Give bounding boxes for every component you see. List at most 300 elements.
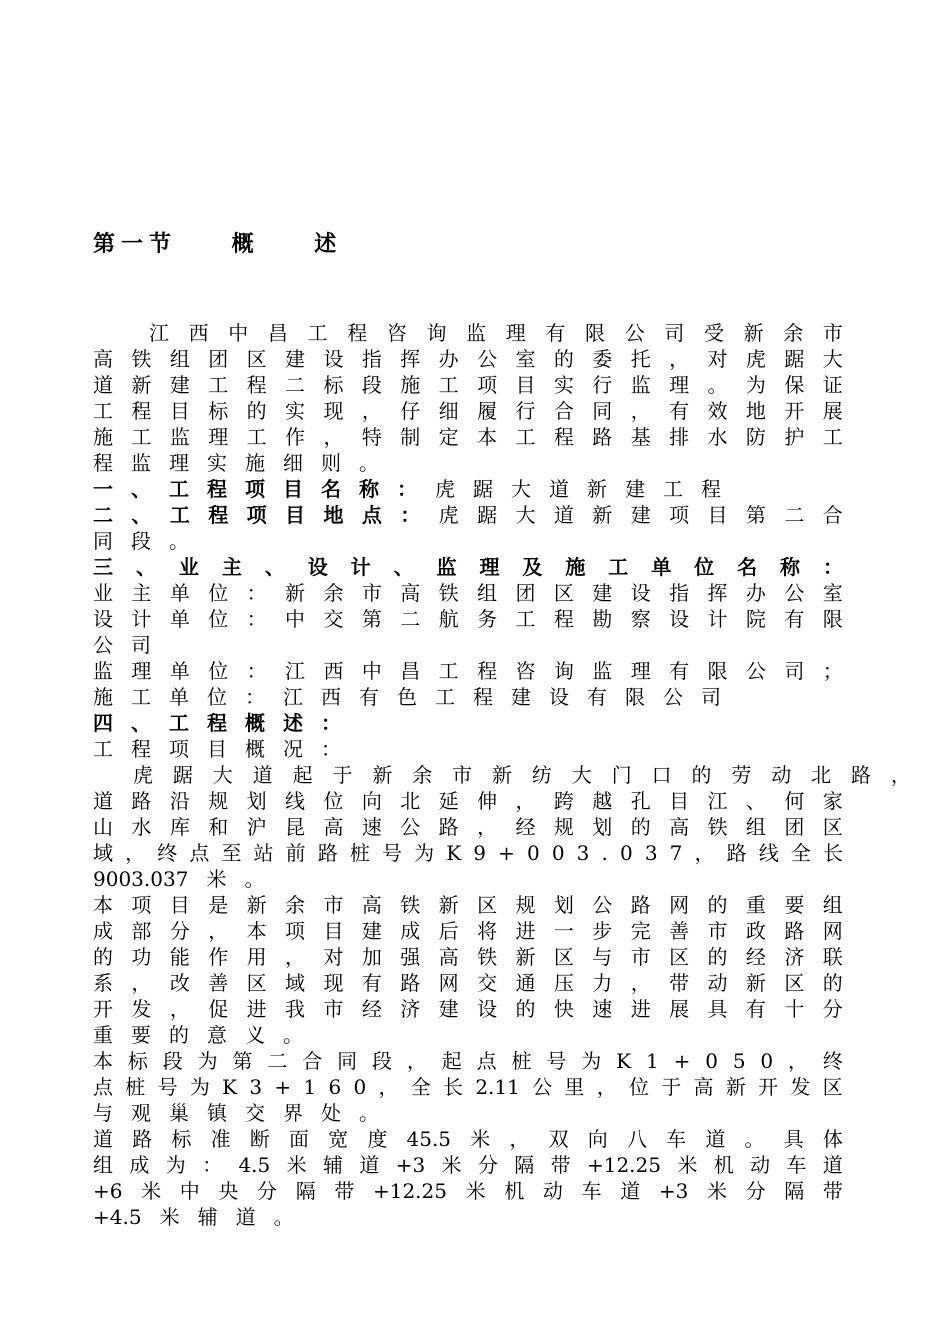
text-glyph: 咨 xyxy=(515,659,536,683)
text-glyph: 标 xyxy=(127,1049,148,1073)
text-glyph: 江 xyxy=(149,321,169,345)
text-glyph: 北 xyxy=(811,763,832,787)
text-glyph: 展 xyxy=(669,997,690,1021)
text-glyph: 市 xyxy=(361,581,382,605)
text-glyph: 基 xyxy=(630,425,651,449)
text-glyph: 宽 xyxy=(328,1127,349,1151)
text-glyph: 设 xyxy=(323,347,344,371)
text-glyph: ： xyxy=(397,477,417,501)
text-glyph: 余 xyxy=(783,321,804,345)
text-glyph: ， xyxy=(406,1049,427,1073)
text-glyph: 踞 xyxy=(172,763,193,787)
text-glyph: 挥 xyxy=(707,581,728,605)
text-glyph: 0 xyxy=(526,841,540,865)
text-glyph: 路 xyxy=(630,893,651,917)
text-glyph: ， xyxy=(890,763,911,787)
text-glyph: 铁 xyxy=(477,945,498,969)
text-glyph: +12.25 xyxy=(372,1179,447,1203)
text-glyph: 制 xyxy=(400,425,421,449)
text-glyph: 设 xyxy=(669,607,690,631)
text-glyph: 限 xyxy=(625,685,645,709)
text-glyph: 部 xyxy=(131,919,152,943)
text-glyph: 3 xyxy=(644,841,658,865)
text-glyph: 标 xyxy=(208,399,229,423)
text-glyph: 业 xyxy=(93,581,113,605)
text-glyph: 长 xyxy=(822,841,843,865)
text-glyph: 要 xyxy=(131,1023,151,1047)
text-glyph: 延 xyxy=(438,789,459,813)
text-glyph: ， xyxy=(788,1049,809,1073)
text-glyph: 路 xyxy=(131,789,152,813)
text-glyph: 市 xyxy=(323,893,344,917)
text-glyph: 辅 xyxy=(197,1205,218,1229)
text-glyph: 为 xyxy=(745,373,766,397)
text-glyph: 公 xyxy=(477,347,498,371)
text-glyph: 高 xyxy=(693,1075,714,1099)
text-glyph: 团 xyxy=(208,347,229,371)
text-glyph: 效 xyxy=(707,399,728,423)
text-glyph: 米 xyxy=(677,1153,698,1177)
text-glyph: 工 xyxy=(93,737,113,761)
text-glyph: 西 xyxy=(188,321,209,345)
text-glyph: 将 xyxy=(477,919,498,943)
text-glyph: 本 xyxy=(477,425,498,449)
text-glyph: 有 xyxy=(745,997,766,1021)
text-glyph: 新 xyxy=(592,503,613,527)
text-glyph: 后 xyxy=(438,919,459,943)
text-glyph: 有 xyxy=(784,607,805,631)
text-glyph: 称 xyxy=(780,555,800,579)
text-glyph: 长 xyxy=(443,1075,464,1099)
text-glyph: 步 xyxy=(592,919,613,943)
text-glyph: 交 xyxy=(477,971,498,995)
text-glyph: 1 xyxy=(303,1075,317,1099)
text-glyph: 规 xyxy=(553,815,574,839)
text-glyph: 护 xyxy=(784,425,805,449)
text-glyph: 经 xyxy=(361,997,382,1021)
text-glyph: 分 xyxy=(169,919,190,943)
text-glyph: 江 xyxy=(283,685,303,709)
text-glyph: 至 xyxy=(221,841,242,865)
text-line xyxy=(93,1126,843,1152)
text-glyph: 点 xyxy=(476,1049,497,1073)
text-glyph: 米 xyxy=(470,1127,491,1151)
text-glyph: 的 xyxy=(822,971,843,995)
text-glyph: 大 xyxy=(511,477,531,501)
text-glyph: 号 xyxy=(381,841,402,865)
text-line xyxy=(93,502,843,528)
text-glyph: 二 xyxy=(285,373,306,397)
text-glyph: 3 xyxy=(249,1075,263,1099)
text-glyph: 。 xyxy=(169,529,189,553)
text-glyph: 指 xyxy=(669,581,690,605)
text-line xyxy=(93,606,843,632)
text-glyph: 点 xyxy=(93,1075,113,1099)
text-glyph: 为 xyxy=(189,1075,210,1099)
text-line xyxy=(93,840,843,866)
text-glyph: +6 xyxy=(93,1179,123,1203)
text-glyph: 团 xyxy=(784,815,805,839)
text-glyph: ， xyxy=(169,997,190,1021)
text-glyph: 速 xyxy=(361,815,382,839)
text-glyph: 改 xyxy=(169,971,190,995)
text-glyph: ： xyxy=(246,659,267,683)
text-glyph: 高 xyxy=(400,581,421,605)
text-glyph: 司 xyxy=(784,659,805,683)
text-glyph: 与 xyxy=(93,1101,113,1125)
text-glyph: 孔 xyxy=(630,789,651,813)
text-glyph: 北 xyxy=(400,789,421,813)
text-line xyxy=(93,554,843,580)
text-glyph: 受 xyxy=(703,321,724,345)
text-glyph: 6 xyxy=(328,1075,342,1099)
text-glyph: 监 xyxy=(169,425,190,449)
text-glyph: 公 xyxy=(400,815,421,839)
text-glyph: 概 xyxy=(245,737,265,761)
text-glyph: 理 xyxy=(169,451,189,475)
text-glyph: 市 xyxy=(630,945,651,969)
text-line xyxy=(93,970,843,996)
text-glyph: 开 xyxy=(758,1075,779,1099)
text-glyph: 项 xyxy=(477,373,498,397)
text-glyph: 建 xyxy=(361,919,382,943)
text-glyph: 号 xyxy=(546,1049,567,1073)
text-glyph: 单 xyxy=(169,607,190,631)
text-glyph: 工 xyxy=(663,477,683,501)
text-glyph: 。 xyxy=(244,867,265,891)
text-glyph: 力 xyxy=(592,971,613,995)
text-glyph: ： xyxy=(822,555,843,579)
text-glyph: 工 xyxy=(131,425,152,449)
text-glyph: 程 xyxy=(473,685,493,709)
text-glyph: 标 xyxy=(323,373,344,397)
text-glyph: 监 xyxy=(466,321,487,345)
text-glyph: 组 xyxy=(169,347,190,371)
text-glyph: 二 xyxy=(400,607,421,631)
text-line xyxy=(93,788,843,814)
text-glyph: 。 xyxy=(283,1023,303,1047)
text-glyph: 路 xyxy=(592,425,613,449)
text-glyph: 道 xyxy=(822,1153,843,1177)
text-glyph: 公 xyxy=(592,893,613,917)
text-glyph: 网 xyxy=(822,919,843,943)
text-glyph: 动 xyxy=(750,1153,771,1177)
text-glyph: 位 xyxy=(208,581,229,605)
text-glyph: 办 xyxy=(745,581,766,605)
text-glyph: ， xyxy=(694,841,715,865)
text-glyph: 道 xyxy=(252,763,273,787)
text-glyph: 三 xyxy=(93,555,113,579)
text-glyph: 团 xyxy=(515,581,536,605)
text-glyph: 目 xyxy=(669,789,690,813)
text-glyph: 。 xyxy=(707,373,728,397)
text-glyph: 通 xyxy=(515,971,536,995)
text-glyph: 二 xyxy=(784,503,805,527)
text-line xyxy=(93,736,843,762)
text-glyph: 点 xyxy=(361,503,382,527)
text-glyph: 压 xyxy=(553,971,574,995)
text-line xyxy=(93,1048,843,1074)
text-glyph: 9003.037 xyxy=(93,867,189,891)
text-glyph: 1 xyxy=(645,1049,659,1073)
text-glyph: 点 xyxy=(189,841,210,865)
text-glyph: 高 xyxy=(669,815,690,839)
text-line xyxy=(93,580,843,606)
text-glyph: 动 xyxy=(542,1179,563,1203)
text-glyph: 分 xyxy=(822,997,843,1021)
text-glyph: 区 xyxy=(822,815,843,839)
text-glyph: 称 xyxy=(359,477,379,501)
text-glyph: 勘 xyxy=(592,607,613,631)
text-glyph: 市 xyxy=(707,919,728,943)
text-glyph: 建 xyxy=(438,997,459,1021)
text-glyph: 施 xyxy=(245,451,265,475)
text-glyph: 实 xyxy=(207,451,227,475)
text-glyph: 项 xyxy=(285,919,306,943)
text-glyph: 的 xyxy=(515,997,536,1021)
text-glyph: 工 xyxy=(208,373,229,397)
text-line xyxy=(93,762,911,788)
text-glyph: 动 xyxy=(771,763,792,787)
text-glyph: 成 xyxy=(93,919,113,943)
text-glyph: 米 xyxy=(706,1179,727,1203)
text-glyph: 要 xyxy=(784,893,805,917)
text-glyph: 司 xyxy=(664,321,685,345)
text-glyph: 江 xyxy=(707,789,728,813)
text-glyph: 发 xyxy=(131,997,152,1021)
text-glyph: 室 xyxy=(515,347,536,371)
text-glyph: 实 xyxy=(285,399,306,423)
text-glyph: 一 xyxy=(553,919,574,943)
text-line xyxy=(93,372,843,398)
text-glyph: ； xyxy=(822,659,843,683)
text-glyph: ， xyxy=(361,399,382,423)
text-glyph: 0 xyxy=(619,841,633,865)
text-glyph: 开 xyxy=(93,997,113,1021)
text-glyph: 家 xyxy=(822,789,843,813)
text-glyph: 我 xyxy=(285,997,306,1021)
text-glyph: 5 xyxy=(732,1049,746,1073)
text-glyph: 司 xyxy=(701,685,721,709)
text-glyph: 施 xyxy=(565,555,586,579)
text-glyph: 向 xyxy=(587,1127,608,1151)
text-glyph: 工 xyxy=(435,685,455,709)
text-glyph: 位 xyxy=(628,1075,649,1099)
text-glyph: 划 xyxy=(592,815,613,839)
text-glyph: 大 xyxy=(515,503,536,527)
text-glyph: 何 xyxy=(784,789,805,813)
text-glyph: 有 xyxy=(545,321,566,345)
text-glyph: 铁 xyxy=(400,893,421,917)
text-glyph: 、 xyxy=(393,555,414,579)
text-glyph: 桩 xyxy=(349,841,370,865)
text-glyph: 对 xyxy=(707,347,728,371)
text-glyph: 二 xyxy=(93,503,113,527)
text-glyph: 项 xyxy=(131,893,152,917)
text-glyph: 区 xyxy=(246,971,267,995)
text-line xyxy=(93,1022,843,1048)
text-glyph: 交 xyxy=(323,607,344,631)
text-line xyxy=(93,528,843,554)
text-glyph: . xyxy=(601,841,608,865)
text-glyph: 理 xyxy=(479,555,500,579)
text-glyph: 定 xyxy=(438,425,459,449)
text-glyph: 目 xyxy=(515,373,536,397)
text-glyph: 山 xyxy=(93,815,113,839)
text-glyph: 第 xyxy=(232,1049,253,1073)
text-glyph: 域 xyxy=(93,841,113,865)
text-glyph: ， xyxy=(630,971,651,995)
text-glyph: 水 xyxy=(707,425,728,449)
text-glyph: 区 xyxy=(477,893,498,917)
text-line xyxy=(93,632,843,658)
text-glyph: 面 xyxy=(288,1127,309,1151)
text-glyph: 成 xyxy=(400,919,421,943)
text-glyph: 站 xyxy=(253,841,274,865)
text-glyph: 区 xyxy=(246,347,267,371)
text-glyph: 工 xyxy=(515,607,536,631)
text-glyph: 新 xyxy=(743,321,764,345)
text-glyph: ， xyxy=(477,815,498,839)
text-glyph: 终 xyxy=(157,841,178,865)
text-glyph: 细 xyxy=(438,399,459,423)
text-glyph: 西 xyxy=(321,685,341,709)
text-glyph: 全 xyxy=(790,841,811,865)
text-line xyxy=(93,866,843,892)
text-glyph: 本 xyxy=(246,919,267,943)
text-glyph: 9 xyxy=(473,841,486,865)
text-glyph: 成 xyxy=(129,1153,150,1177)
text-glyph: 3 xyxy=(576,841,590,865)
text-glyph: 机 xyxy=(504,1179,525,1203)
text-glyph: 委 xyxy=(592,347,613,371)
text-glyph: 工 xyxy=(131,685,151,709)
text-glyph: 完 xyxy=(630,919,651,943)
text-glyph: 建 xyxy=(169,373,190,397)
text-glyph: 名 xyxy=(737,555,758,579)
text-glyph: 米 xyxy=(206,867,227,891)
text-glyph: 为 xyxy=(165,1153,186,1177)
text-glyph: +3 xyxy=(395,1153,426,1177)
text-glyph: K xyxy=(616,1049,632,1073)
text-glyph: 工 xyxy=(307,321,328,345)
text-glyph: 指 xyxy=(361,347,382,371)
text-glyph: 位 xyxy=(207,685,227,709)
text-glyph: 新 xyxy=(745,971,766,995)
text-glyph: 限 xyxy=(822,607,843,631)
text-glyph: 证 xyxy=(822,373,843,397)
text-glyph: 工 xyxy=(608,555,629,579)
text-glyph: +12.25 xyxy=(586,1153,661,1177)
text-glyph: 车 xyxy=(786,1153,807,1177)
text-glyph: 断 xyxy=(249,1127,270,1151)
text-glyph: 区 xyxy=(784,971,805,995)
text-glyph: 理 xyxy=(630,659,651,683)
text-line xyxy=(93,944,843,970)
text-glyph: 第 xyxy=(745,503,766,527)
text-glyph: 咨 xyxy=(386,321,407,345)
text-glyph: 本 xyxy=(93,1049,113,1073)
text-glyph: 建 xyxy=(511,685,531,709)
text-glyph: ： xyxy=(400,503,421,527)
text-line xyxy=(93,398,843,424)
text-glyph: 划 xyxy=(553,893,574,917)
text-glyph: 7 xyxy=(669,841,683,865)
text-glyph: 单 xyxy=(169,685,189,709)
text-glyph: 标 xyxy=(171,1127,192,1151)
text-glyph: 伸 xyxy=(477,789,498,813)
text-glyph: 昌 xyxy=(400,659,421,683)
text-glyph: ： xyxy=(321,737,341,761)
text-glyph: 网 xyxy=(669,893,690,917)
text-glyph: 限 xyxy=(585,321,606,345)
text-glyph: 实 xyxy=(553,373,574,397)
text-glyph: 的 xyxy=(553,347,574,371)
text-glyph: 位 xyxy=(323,789,344,813)
text-glyph: 目 xyxy=(283,477,303,501)
text-glyph: 米 xyxy=(141,1179,162,1203)
text-glyph: 高 xyxy=(323,815,344,839)
text-glyph: 余 xyxy=(285,893,306,917)
text-glyph: 防 xyxy=(745,425,766,449)
text-glyph: ， xyxy=(378,1075,399,1099)
text-glyph: 铁 xyxy=(707,815,728,839)
text-glyph: 余 xyxy=(412,763,433,787)
text-glyph: 行 xyxy=(515,399,536,423)
text-glyph: 公 xyxy=(745,659,766,683)
text-glyph: K xyxy=(222,1075,238,1099)
text-glyph: 组 xyxy=(745,815,766,839)
text-glyph: 快 xyxy=(553,997,574,1021)
text-glyph: 政 xyxy=(745,919,766,943)
text-glyph: 中 xyxy=(179,1179,200,1203)
text-line xyxy=(93,476,843,502)
text-line xyxy=(93,996,843,1022)
text-glyph: 度 xyxy=(367,1127,388,1151)
text-glyph: 虎 xyxy=(133,763,153,787)
text-glyph: 程 xyxy=(207,477,227,501)
text-glyph: 有 xyxy=(669,659,690,683)
section-title: 第一节 概 述 xyxy=(93,231,343,257)
text-glyph: 区 xyxy=(553,945,574,969)
text-glyph: 程 xyxy=(553,425,574,449)
text-glyph: 0 xyxy=(551,841,565,865)
text-glyph: 程 xyxy=(207,711,227,735)
text-glyph: 项 xyxy=(246,503,267,527)
text-glyph: 界 xyxy=(283,1101,303,1125)
text-glyph: 门 xyxy=(611,763,632,787)
text-glyph: ： xyxy=(202,1153,223,1177)
text-glyph: 里 xyxy=(564,1075,585,1099)
text-glyph: 计 xyxy=(350,555,371,579)
text-glyph: 工 xyxy=(438,659,459,683)
text-line xyxy=(93,658,843,684)
text-glyph: 促 xyxy=(208,997,229,1021)
text-glyph: 线 xyxy=(285,789,306,813)
text-glyph: 目 xyxy=(207,737,227,761)
text-glyph: 口 xyxy=(651,763,672,787)
text-glyph: ， xyxy=(596,1075,617,1099)
text-glyph: 组 xyxy=(477,581,498,605)
text-glyph: 处 xyxy=(321,1101,341,1125)
text-glyph: 展 xyxy=(822,399,843,423)
text-glyph: 述 xyxy=(283,711,303,735)
text-glyph: 有 xyxy=(361,971,382,995)
text-glyph: 跨 xyxy=(553,789,574,813)
text-glyph: 市 xyxy=(452,763,473,787)
text-glyph: 公 xyxy=(624,321,645,345)
text-glyph: 为 xyxy=(414,841,435,865)
